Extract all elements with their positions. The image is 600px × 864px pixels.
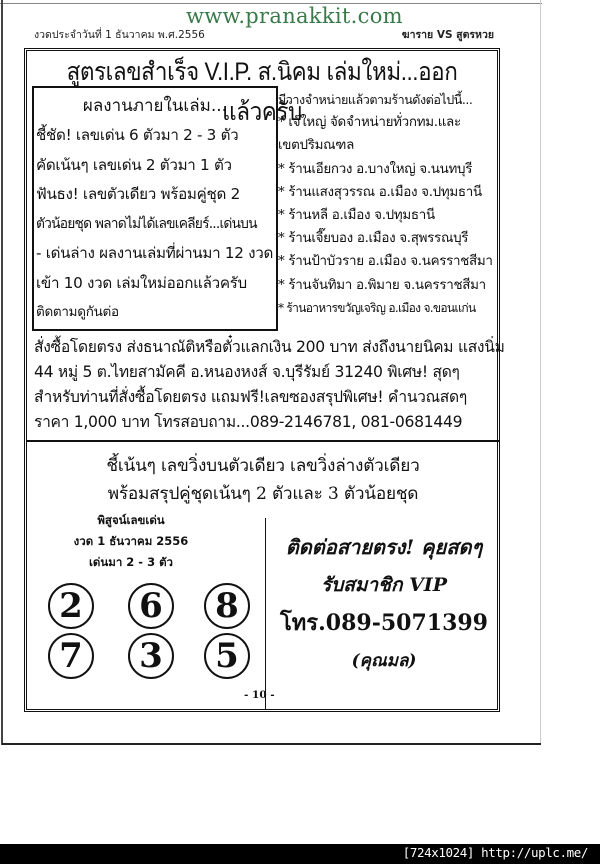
store-list [278, 88, 503, 320]
issue-date: งวดประจำวันที่ 1 ธันวาคม พ.ศ.2556 [34, 29, 205, 41]
section-divider [26, 440, 500, 442]
promo-line: ชี้เน้นๆ เลขวิ่งบนตัวเดียว เลขวิ่งล่างตัวเดียว [106, 456, 420, 476]
order-line: สำหรับท่านที่สั่งซื้อโดยตรง แถมฟรี!เลขซองสรุปพิเศษ! คำนวณสดๆ [34, 388, 467, 406]
store-item: * ร้านอาหารขวัญเจริญ อ.เมือง จ.ขอนแก่น [278, 300, 476, 315]
number-circle: 8 [204, 583, 250, 629]
ad-title: สูตรเลขสำเร็จ V.I.P. ส.นิคม เล่มใหม่...ออกแล้วครับ [66, 58, 458, 126]
contact-phone: โทร.089-5071399 [279, 610, 488, 636]
column-divider [265, 518, 266, 710]
page-number: - 10 - [244, 689, 275, 701]
contact-block [268, 528, 500, 680]
results-line: เข้า 10 งวด เล่มใหม่ออกแล้วครับ [36, 273, 247, 292]
proof-block [30, 510, 232, 573]
results-line: ติดตามดูกันต่อ [36, 304, 119, 320]
results-line: ตัวน้อยชุด พลาดไม่ได้เลขเคลียร์...เด่นบน [36, 215, 257, 232]
promo-line: พร้อมสรุปคู่ชุดเน้นๆ 2 ตัวและ 3 ตัวน้อยชุด [107, 484, 419, 504]
paper-edge [2, 743, 541, 745]
number-circle: 5 [204, 633, 250, 679]
contact-membership: รับสมาชิก VIP [321, 574, 447, 596]
number-circle: 6 [128, 583, 174, 629]
store-item: เขตปริมณฑล [278, 138, 354, 154]
proof-result: เด่นมา 2 - 3 ตัว [88, 555, 173, 569]
number-circle: 7 [48, 633, 94, 679]
number-circle: 3 [128, 633, 174, 679]
store-item: * ร้านจันทิมา อ.พิมาย จ.นครราชสีมา [278, 277, 486, 293]
store-item: * ร้านป้าบัวราย อ.เมือง จ.นครราชสีมา [278, 254, 493, 270]
store-item: * ร้านเอียกวง อ.บางใหญ่ จ.นนทบุรี [278, 161, 473, 177]
number-circle: 2 [48, 583, 94, 629]
paper-edge [540, 0, 541, 745]
store-item: * ร้านหลี อ.เมือง จ.ปทุมธานี [278, 208, 435, 224]
results-line: - เด่นล่าง ผลงานเล่มที่ผ่านมา 12 งวด [36, 244, 274, 262]
order-line: ราคา 1,000 บาท โทรสอบถาม...089-2146781, 081-0681449 [34, 413, 463, 431]
results-text [36, 121, 276, 328]
proof-title: พิสูจน์เลขเด่น [97, 513, 165, 527]
store-item: * เจ๊ใหญ่ จัดจำหน่ายทั่วกทม.และ [278, 115, 461, 131]
image-info: [724x1024] http://uplc.me/ [402, 845, 588, 860]
order-info [34, 335, 504, 435]
order-line: 44 หมู่ 5 ต.ไทยสามัคคี อ.หนองหงส์ จ.บุรีรัมย์ 31240 พิเศษ! สุดๆ [34, 363, 460, 381]
results-heading: ผลงานภายในเล่ม... [82, 96, 228, 116]
paper-edge [1, 0, 3, 745]
store-intro: มีวางจำหน่ายแล้วตามร้านดังต่อไปนี้... [278, 92, 473, 107]
contact-name: (คุณมล) [351, 651, 417, 671]
promo-text [26, 452, 500, 508]
watermark-url: www.pranakkit.com [186, 4, 403, 28]
results-line: ชี้ชัด! เลขเด่น 6 ตัวมา 2 - 3 ตัว [36, 126, 239, 144]
contact-headline: ติดต่อสายตรง! คุยสดๆ [285, 535, 483, 559]
store-item: * ร้านเจี๊ยบอง อ.เมือง จ.สุพรรณบุรี [278, 231, 469, 247]
results-line: คัดเน้นๆ เลขเด่น 2 ตัวมา 1 ตัว [36, 155, 232, 174]
order-line: สั่งซื้อโดยตรง ส่งธนาณัติหรือตั๋วแลกเงิน 200 บาท ส่งถึงนายนิคม แสงนิ่ม [34, 338, 505, 356]
store-item: * ร้านแสงสุวรรณ อ.เมือง จ.ปทุมธานี [278, 184, 482, 200]
section-title: ฆาราย VS สูตรหวย [401, 29, 494, 41]
proof-draw: งวด 1 ธันวาคม 2556 [73, 534, 189, 548]
results-line: ฟันธง! เลขตัวเดียว พร้อมคู่ชุด 2 [36, 185, 240, 203]
